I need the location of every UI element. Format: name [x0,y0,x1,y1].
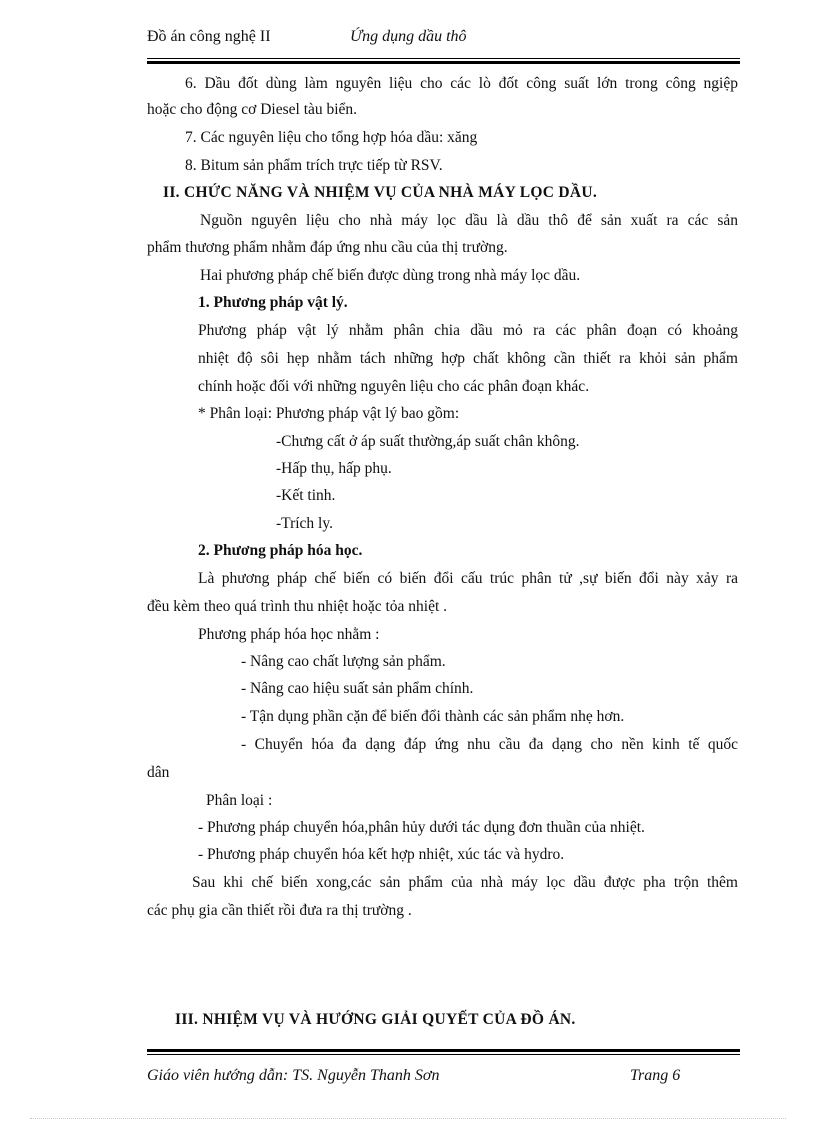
physical-list-item: -Kết tinh. [276,487,336,504]
header-rule-thick [147,61,740,64]
header-course: Đồ án công nghệ II [147,28,271,45]
closing-line1: Sau khi chế biến xong,các sản phẩm của nhà máy lọc dầu được pha trộn thêm [192,874,738,891]
section-3-heading: III. NHIỆM VỤ VÀ HƯỚNG GIẢI QUYẾT CỦA ĐỒ ÁN. [175,1011,576,1028]
item-7: 7. Các nguyên liệu cho tổng hợp hóa dầu: xăng [185,129,478,146]
footer-advisor: Giáo viên hướng dẫn: TS. Nguyễn Thanh Sơn [147,1067,440,1084]
physical-line3: chính hoặc đối với những nguyên liệu cho các phân đoạn khác. [198,378,590,395]
chemical-aim-4-line1: - Chuyển hóa đa dạng đáp ứng nhu cầu đa dạng cho nền kinh tế quốc [241,736,738,753]
physical-list-item: -Trích ly. [276,515,333,532]
section-2-heading: II. CHỨC NĂNG VÀ NHIỆM VỤ CỦA NHÀ MÁY LỌC DẦU. [163,184,598,201]
chemical-aims-intro: Phương pháp hóa học nhằm : [198,626,380,643]
physical-list-item: -Chưng cất ở áp suất thường,áp suất chân không. [276,433,580,450]
page-edge-divider [30,1118,786,1119]
chemical-line1: Là phương pháp chế biến có biến đổi cấu trúc phân tử ,sự biến đổi này xảy ra [198,570,738,587]
item-6-line1: 6. Dầu đốt dùng làm nguyên liệu cho các lò đốt công suất lớn trong công ngiệp [185,75,738,92]
methods-intro: Hai phương pháp chế biến được dùng trong nhà máy lọc dầu. [200,267,581,284]
physical-line1: Phương pháp vật lý nhằm phân chia dầu mỏ ra các phân đoạn có khoảng [198,322,738,339]
chemical-aim: - Nâng cao chất lượng sản phẩm. [241,653,446,670]
header-topic: Ứng dụng dầu thô [350,28,467,45]
section-2-intro-line1: Nguồn nguyên liệu cho nhà máy lọc dầu là dầu thô để sản xuất ra các sản [200,212,738,229]
chemical-aim: - Tận dụng phần cặn để biến đổi thành các sản phẩm nhẹ hơn. [241,708,625,725]
section-2-intro-line2: phẩm thương phẩm nhằm đáp ứng nhu cầu của thị trường. [147,239,508,256]
chemical-aim-4-line2: dân [147,764,170,781]
chemical-classification: Phân loại : [206,792,273,809]
chemical-line2: đều kèm theo quá trình thu nhiệt hoặc tỏa nhiệt . [147,598,448,615]
physical-method-heading: 1. Phương pháp vật lý. [198,294,348,311]
physical-classification: * Phân loại: Phương pháp vật lý bao gồm: [198,405,460,422]
chemical-class-item: - Phương pháp chuyển hóa kết hợp nhiệt, xúc tác và hydro. [198,846,565,863]
page-number: Trang 6 [630,1067,681,1084]
closing-line2: các phụ gia cần thiết rồi đưa ra thị trường . [147,902,412,919]
footer-rule-thin [147,1054,740,1055]
item-8: 8. Bitum sản phẩm trích trực tiếp từ RSV. [185,157,443,174]
chemical-method-heading: 2. Phương pháp hóa học. [198,542,363,559]
footer-rule-thick [147,1049,740,1052]
chemical-aim: - Nâng cao hiệu suất sản phẩm chính. [241,680,474,697]
header-rule-thin [147,58,740,59]
physical-line2: nhiệt độ sôi hẹp nhằm tách những hợp chất không cần thiết ra khỏi sản phẩm [198,350,738,367]
item-6-line2: hoặc cho động cơ Diesel tàu biển. [147,101,358,118]
chemical-class-item: - Phương pháp chuyển hóa,phân hủy dưới tác dụng đơn thuần của nhiệt. [198,819,645,836]
physical-list-item: -Hấp thụ, hấp phụ. [276,460,392,477]
